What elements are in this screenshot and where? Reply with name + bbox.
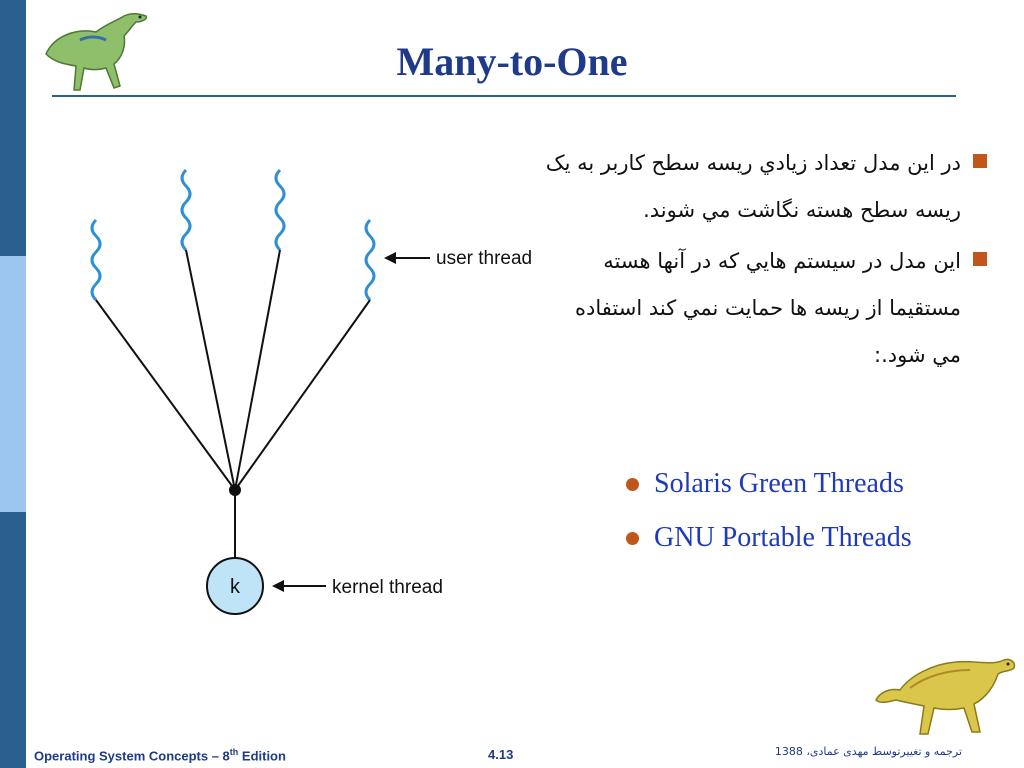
bullet-dot-icon	[626, 532, 639, 545]
sidebar-bottom-segment	[0, 512, 26, 768]
user-thread-label: user thread	[436, 248, 533, 269]
dinosaur-logo-icon	[36, 6, 160, 96]
thread-links	[96, 250, 370, 560]
sidebar-middle-segment	[0, 256, 26, 512]
footer-page-number: 4.13	[488, 747, 514, 762]
sub-item-text-2: GNU Portable Threads	[654, 522, 912, 553]
left-sidebar	[0, 0, 26, 768]
bullet-square-icon	[973, 154, 987, 168]
thread-link-3	[235, 250, 280, 490]
sidebar-top-segment	[0, 0, 26, 256]
thread-link-1	[96, 300, 235, 490]
slide-title: Many-to-One	[396, 39, 628, 84]
user-thread-waves	[92, 170, 374, 300]
kernel-thread-arrow	[272, 580, 326, 592]
sub-item-1	[620, 462, 1020, 516]
bullet-dot-icon	[626, 478, 639, 491]
user-thread-wave-4	[366, 220, 374, 300]
bullet-square-icon	[973, 252, 987, 266]
footer-translator: ترجمه و تغییرتوسط مهدی عمادی، 1388	[774, 745, 962, 758]
many-to-one-diagram	[80, 150, 560, 630]
bullet-item-2	[540, 238, 1005, 379]
junction-point	[229, 484, 241, 496]
sub-item-text-1: Solaris Green Threads	[654, 468, 904, 499]
dinosaur-illustration-icon	[870, 640, 1020, 740]
bullet-text-2: اين مدل در سيستم هايي که در آنها هسته مستقيما از ريسه ها حمايت نمي کند استفاده مي شود.:	[575, 249, 961, 367]
footer-book-title: Operating System Concepts – 8th Edition	[34, 747, 286, 764]
sub-list	[620, 462, 1020, 570]
user-thread-wave-2	[182, 170, 190, 250]
sub-item-2	[620, 516, 1020, 570]
bullet-text-1: در اين مدل تعداد زيادي ريسه سطح کاربر به يک ريسه سطح هسته نگاشت مي شوند.	[545, 151, 961, 222]
bullet-list	[540, 140, 1005, 383]
title-divider	[52, 95, 956, 97]
thread-link-2	[186, 250, 235, 490]
bullet-item-1	[540, 140, 1005, 234]
user-thread-arrow	[384, 252, 430, 264]
kernel-node-label: k	[230, 576, 240, 598]
user-thread-wave-1	[92, 220, 100, 300]
user-thread-wave-3	[276, 170, 284, 250]
thread-link-4	[235, 300, 370, 490]
kernel-thread-label: kernel thread	[332, 577, 443, 598]
